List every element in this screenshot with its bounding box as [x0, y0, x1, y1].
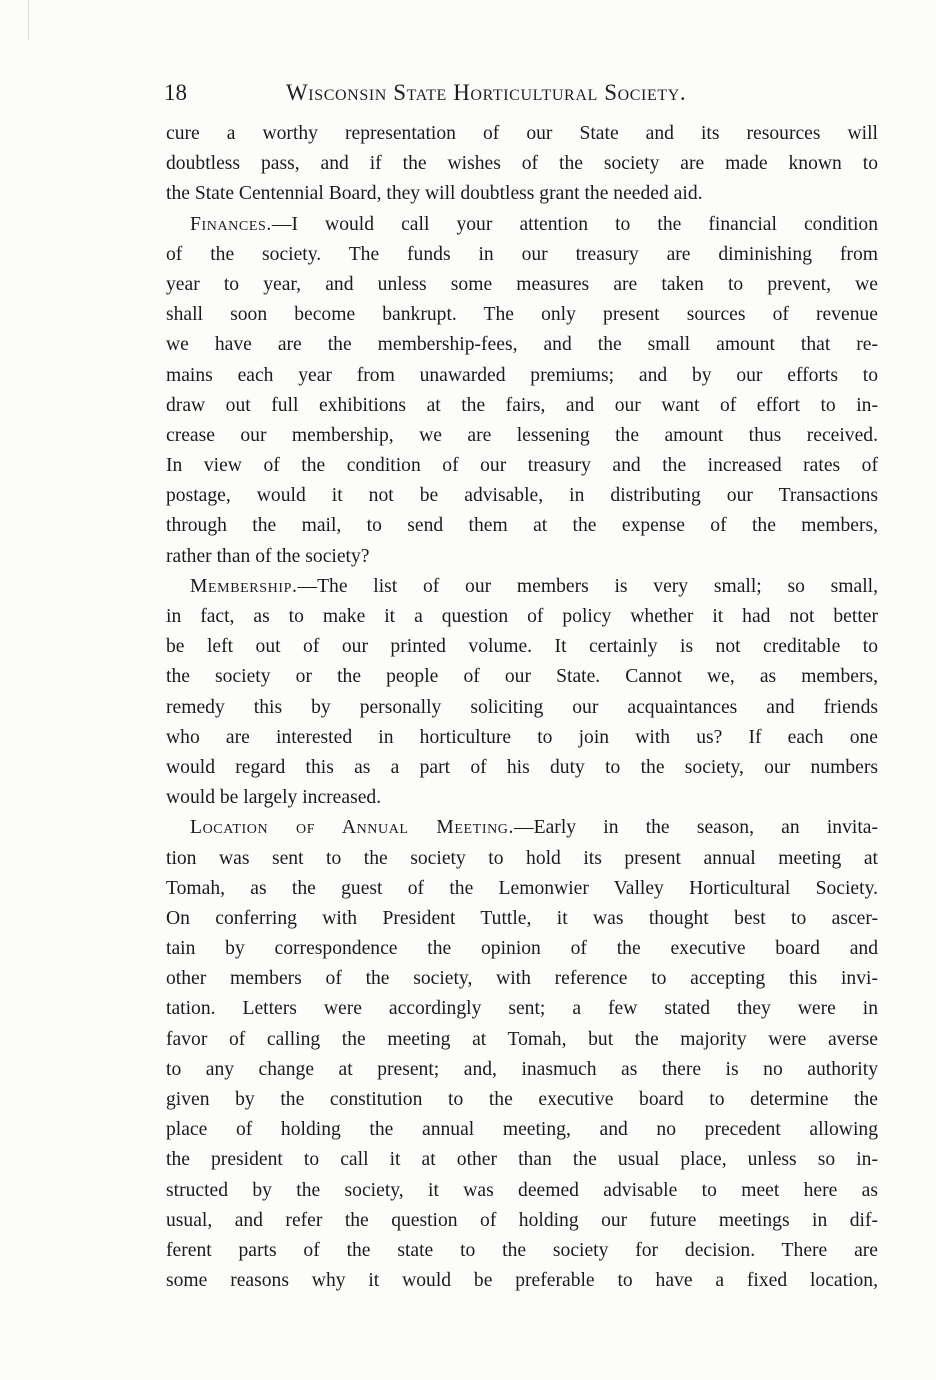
text-line: draw out full exhibitions at the fairs, and our want of effort to in-: [166, 394, 878, 416]
text-line: postage, would it not be advisable, in distributing our Transactions: [166, 485, 878, 507]
text-line-first: [166, 210, 878, 240]
text-line-rest: —The list of our members is very small; so small,: [297, 575, 878, 597]
text-line: would regard this as a part of his duty to the society, our numbers: [166, 756, 878, 778]
text-line: structed by the society, it was deemed advisable to meet here as: [166, 1179, 878, 1201]
body-text: [166, 119, 878, 1296]
text-line: rather than of the society?: [166, 545, 370, 567]
text-line: usual, and refer the question of holding our future meetings in dif-: [166, 1209, 878, 1231]
margin-mark: [28, 0, 29, 40]
paragraph-location-of-annual-meeting: [166, 813, 878, 1296]
text-line: to any change at present; and, inasmuch as there is no authority: [166, 1058, 878, 1080]
text-line: in fact, as to make it a question of policy whether it had not better: [166, 606, 878, 627]
text-line: place of holding the annual meeting, and no precedent allowing: [166, 1119, 878, 1141]
text-line: cure a worthy representation of our State and its resources will: [166, 123, 878, 144]
section-heading-location: Location of Annual Meeting.: [190, 817, 515, 839]
text-line: tion was sent to the society to hold its present annual meeting at: [166, 847, 878, 869]
text-line-rest: —I would call your attention to the financial condition: [271, 213, 878, 235]
paragraph-membership: [166, 572, 878, 814]
page-number: 18: [164, 80, 187, 105]
text-line: ferent parts of the state to the society for decision. There are: [166, 1239, 878, 1261]
text-line: given by the constitution to the executive board to determine the: [166, 1089, 878, 1110]
text-line-first: [166, 572, 878, 602]
text-line: shall soon become bankrupt. The only present sources of revenue: [166, 304, 878, 326]
text-line: we have are the membership-fees, and the small amount that re-: [166, 334, 878, 356]
paragraph-finances: [166, 210, 878, 572]
section-heading-membership: Membership.: [190, 575, 298, 597]
text-line: remedy this by personally soliciting our acquaintances and friends: [166, 696, 878, 718]
text-line: doubtless pass, and if the wishes of the society are made known to: [166, 153, 878, 175]
text-line: year to year, and unless some measures are taken to prevent, we: [166, 273, 878, 295]
text-line: of the society. The funds in our treasury are diminishing from: [166, 243, 878, 265]
paragraph-continuation: [166, 119, 878, 210]
text-line: the State Centennial Board, they will doubtless grant the needed aid.: [166, 183, 703, 205]
section-heading-finances: Finances.: [190, 213, 272, 235]
text-line-first: [166, 813, 878, 843]
text-line: tain by correspondence the opinion of the executive board and: [166, 938, 878, 960]
text-line: some reasons why it would be preferable to have a fixed location,: [166, 1270, 878, 1292]
text-line: tation. Letters were accordingly sent; a few stated they were in: [166, 998, 878, 1020]
running-title: Wisconsin State Horticultural Society.: [286, 80, 687, 105]
text-line: would be largely increased.: [166, 787, 382, 809]
text-line: On conferring with President Tuttle, it was thought best to ascer-: [166, 907, 878, 929]
text-line: be left out of our printed volume. It certainly is not creditable to: [166, 636, 878, 658]
text-line: crease our membership, we are lessening the amount thus received.: [166, 424, 878, 446]
text-line-rest: —Early in the season, an invita-: [514, 817, 878, 839]
text-line: mains each year from unawarded premiums; and by our efforts to: [166, 364, 878, 386]
text-line: favor of calling the meeting at Tomah, but the majority were averse: [166, 1028, 878, 1050]
text-line: through the mail, to send them at the expense of the members,: [166, 515, 878, 537]
text-line: In view of the condition of our treasury and the increased rates of: [166, 455, 878, 477]
text-line: Tomah, as the guest of the Lemonwier Valley Horticultural Society.: [166, 877, 878, 899]
text-line: other members of the society, with reference to accepting this invi-: [166, 968, 878, 990]
page-header: [164, 80, 884, 110]
text-line: the society or the people of our State. Cannot we, as members,: [166, 666, 878, 688]
text-line: who are interested in horticulture to join with us? If each one: [166, 726, 878, 748]
text-line: the president to call it at other than the usual place, unless so in-: [166, 1149, 878, 1171]
